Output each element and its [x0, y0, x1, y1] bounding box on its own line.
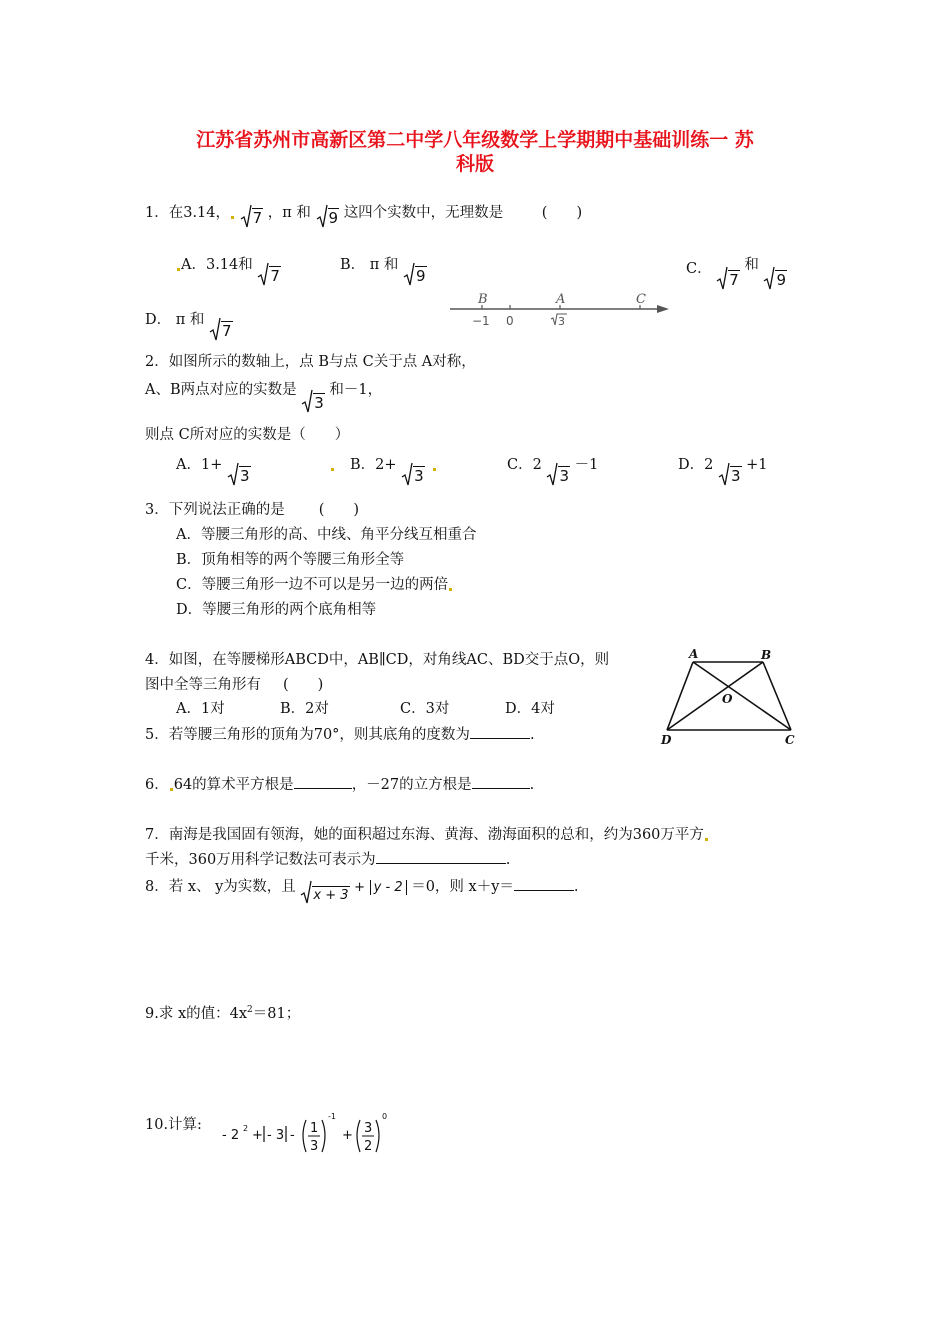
svg-text:- 2: - 2: [222, 1128, 240, 1143]
q2-option-c: C．2 3 －1: [507, 457, 599, 485]
trapezoid-figure: [655, 645, 803, 750]
q2-line2: A、B两点对应的实数是 3 和－1，: [145, 382, 383, 412]
svg-text:+: +: [252, 1128, 263, 1143]
svg-text:2: 2: [243, 1124, 249, 1133]
q8: 8．若 x、 y为实数，且 x + 3 + y - 2 ＝0，则 x＋y＝ .: [145, 879, 579, 903]
q5: 5．若等腰三角形的顶角为70°，则其底角的度数为 .: [145, 727, 535, 743]
svg-text:- 3: - 3: [267, 1128, 285, 1143]
q3-option-c: C．等腰三角形一边不可以是另一边的两倍: [176, 575, 453, 595]
svg-text:+: +: [342, 1128, 353, 1143]
point-a-label: A: [556, 292, 566, 307]
q7-line1: 7．南海是我国固有领海，她的面积超过东海、黄海、渤海面积的总和，约为360万平方: [145, 825, 709, 845]
vertex-o-label: O: [722, 692, 733, 706]
q2-option-a: A．1+ 3: [176, 455, 335, 487]
q4-option-b: B．2对: [280, 701, 329, 717]
q3-option-a: A．等腰三角形的高、中线、角平分线互相重合: [176, 527, 477, 543]
number-line-figure: [445, 288, 675, 334]
page-title-line2: 科版: [455, 153, 494, 175]
point-b-label: B: [478, 292, 488, 307]
q6-answer-blank-2: [472, 788, 530, 789]
q4-option-d: D．4对: [505, 701, 555, 717]
q1-option-a: A．3.14和 7: [176, 255, 281, 287]
q8-answer-blank: [514, 890, 574, 891]
q4-option-a: A．1对: [176, 701, 225, 717]
vertex-a-label: A: [689, 647, 699, 661]
vertex-d-label: D: [661, 733, 672, 747]
sqrt-9: 9: [316, 203, 340, 229]
svg-text:0: 0: [382, 1112, 388, 1121]
q2-line1: 2．如图所示的数轴上，点 B与点 C关于点 A对称，: [145, 354, 476, 370]
q1-stem: 1．在3.14， 7 ，π 和 9 这四个实数中，无理数是 ( ): [145, 205, 583, 227]
q2-line3: 则点 C所对应的实数是（ ）: [145, 427, 350, 443]
q4-line1: 4．如图，在等腰梯形ABCD中，AB∥CD，对角线AC、BD交于点O，则: [145, 652, 610, 668]
tick-label-sqrt3: 3: [558, 315, 565, 328]
q7-answer-blank: [376, 863, 506, 864]
vertex-c-label: C: [785, 733, 795, 747]
q6: 6． 64的算术平方根是 ，－27的立方根是 .: [145, 777, 535, 793]
tick-label-zero: 0: [506, 314, 514, 328]
point-c-label: C: [636, 292, 646, 307]
q6-answer-blank-1: [294, 788, 352, 789]
q9: 9.求 x的值：$4x^2=81$；: [145, 1005, 301, 1022]
q2-option-b: B．2+ 3: [350, 455, 437, 487]
vertex-b-label: B: [761, 648, 772, 662]
q3-option-d: D．等腰三角形的两个底角相等: [176, 602, 377, 618]
tick-label-neg1: −1: [472, 314, 490, 328]
q1-option-c: C． 7 和 9: [686, 257, 787, 289]
q3-option-b: B．顶角相等的两个等腰三角形全等: [176, 552, 405, 568]
q5-answer-blank: [470, 738, 530, 739]
svg-text:3: 3: [310, 1139, 319, 1154]
svg-text:-1: -1: [328, 1112, 336, 1121]
svg-text:3: 3: [364, 1121, 373, 1136]
q2-option-d: D．2 3 +1: [678, 457, 768, 485]
q3-stem: 3．下列说法正确的是 ( ): [145, 502, 360, 518]
svg-text:1: 1: [310, 1121, 319, 1136]
q1-option-b: B． π 和 9: [340, 257, 426, 285]
q10-label: 10.计算:: [145, 1117, 202, 1133]
svg-text:2: 2: [364, 1139, 373, 1154]
svg-text:-: -: [290, 1128, 295, 1143]
q4-line2: 图中全等三角形有 ( ): [145, 677, 324, 693]
page-title-line1: 江苏省苏州市高新区第二中学八年级数学上学期期中基础训练一 苏: [196, 129, 754, 151]
q1-option-d: D． π 和 7: [145, 312, 232, 340]
q7-line2: 千米，360万用科学记数法可表示为 .: [145, 852, 511, 868]
sqrt-7: 7: [240, 203, 264, 229]
q10-expression: [218, 1098, 398, 1162]
q4-option-c: C．3对: [400, 701, 450, 717]
